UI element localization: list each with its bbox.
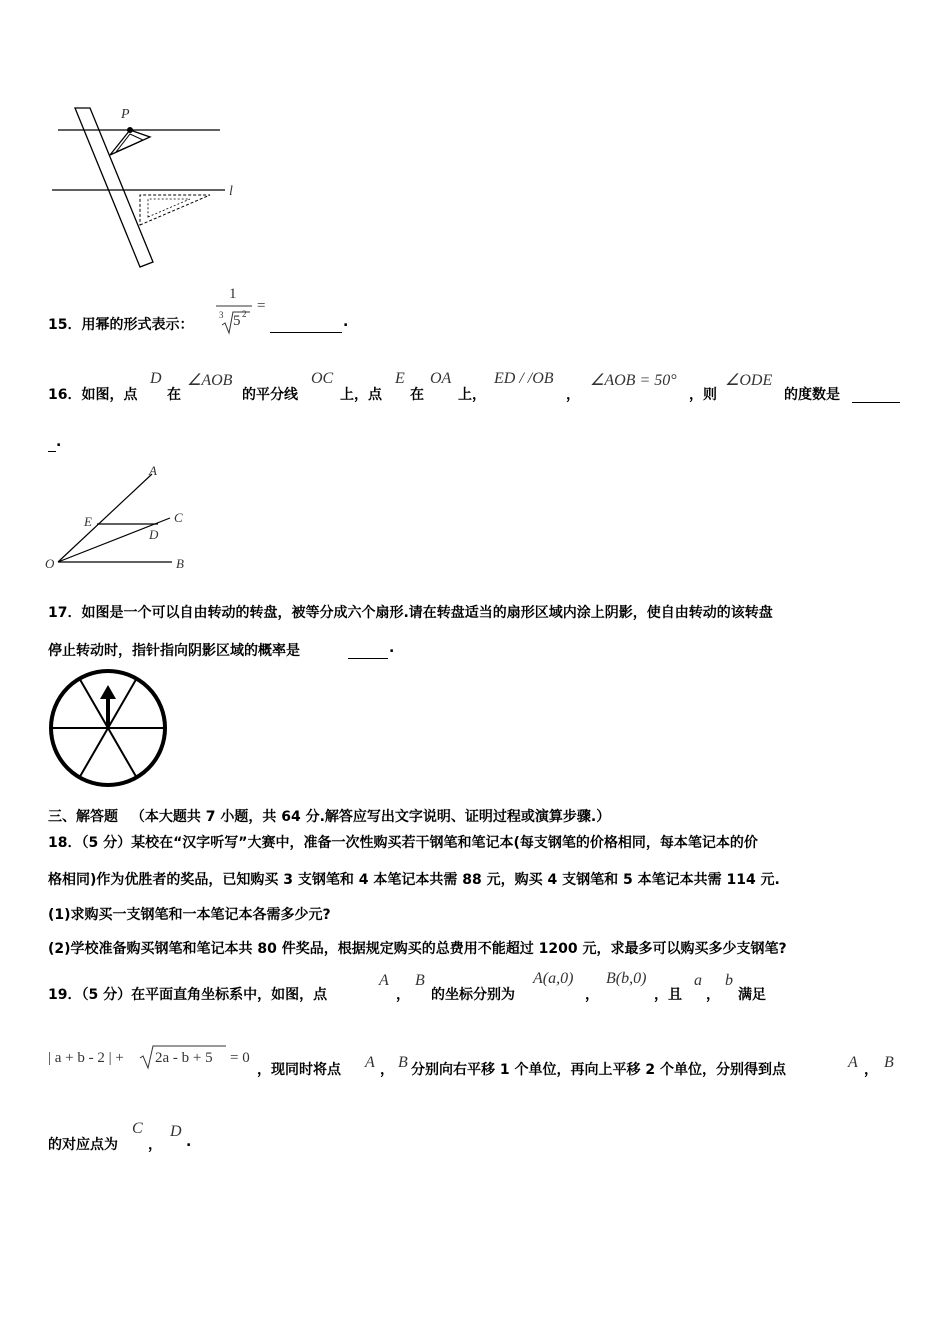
q18-sub-1: (1)求购买一支钢笔和一本笔记本各需多少元? — [48, 907, 331, 923]
q16-text-4: 上，点 — [340, 387, 382, 403]
q16-text-2: 在 — [167, 387, 181, 403]
q19-point-a-2: A — [365, 1054, 375, 1071]
q16-oa: OA — [430, 370, 452, 387]
section3-note: （本大题共 7 小题，共 64 分.解答应写出文字说明、证明过程或演算步骤.） — [130, 809, 611, 825]
ruler-triangle-figure — [40, 100, 260, 270]
q17-line-2: 停止转动时，指针指向阴影区域的概率是 — [48, 643, 300, 659]
q16-text-5: 在 — [410, 387, 424, 403]
q15-text: 15．用幂的形式表示： — [48, 317, 194, 333]
fig16-label-d: D — [149, 527, 159, 542]
q19-coord-a: A(a,0) — [533, 970, 574, 987]
section3-title: 三、解答题 — [48, 809, 118, 825]
q19-text-4: 满足 — [738, 987, 766, 1003]
q19-point-d: D — [170, 1123, 182, 1140]
q15-frac-num: 1 — [229, 286, 237, 302]
q15-equals: = — [257, 298, 266, 314]
q16-point-d: D — [150, 370, 162, 387]
q16-tail: . — [56, 434, 62, 450]
q19-point-c: C — [132, 1120, 143, 1137]
q16-angle-ode: ∠ODE — [725, 372, 773, 389]
q19-text-5: ，现同时将点 — [257, 1062, 341, 1078]
q16-angle-aob: ∠AOB — [187, 372, 233, 389]
q16-oc: OC — [311, 370, 334, 387]
spinner-wheel — [45, 667, 171, 789]
q19-eq-left: | a + b - 2 | + — [48, 1050, 124, 1066]
fig14-label-l: l — [229, 184, 233, 199]
q17-answer-blank[interactable] — [348, 644, 388, 663]
q16-comma: ， — [566, 387, 580, 403]
fig16-label-e: E — [84, 514, 92, 529]
q19-text-7: 的对应点为 — [48, 1137, 118, 1153]
q16-point-e: E — [395, 370, 405, 387]
q16-text-3: 的平分线 — [242, 387, 298, 403]
q19-text-6: 分别向右平移 1 个单位，再向上平移 2 个单位，分别得到点 — [411, 1062, 786, 1078]
q19-coord-b: B(b,0) — [606, 970, 647, 987]
q16-answer-blank-2[interactable] — [48, 437, 56, 456]
q18-sub-2: (2)学校准备购买钢笔和笔记本共 80 件奖品，根据规定购买的总费用不能超过 1200 元，求最多可以购买多少支钢笔? — [48, 941, 787, 957]
q19-point-b: B — [415, 972, 425, 989]
q15-root-base: 5 — [233, 313, 241, 329]
fig16-label-o: O — [45, 556, 55, 571]
fig16-label-a: A — [149, 463, 157, 478]
q19-text-2: 的坐标分别为 — [431, 987, 515, 1003]
q16-answer-blank-1[interactable] — [852, 388, 900, 407]
q16-text-7: ，则 — [689, 387, 717, 403]
q16-parallel: ED / /OB — [494, 370, 554, 387]
q15-answer-blank[interactable] — [270, 318, 342, 337]
q17-tail: . — [389, 640, 395, 656]
q19-point-b-2: B — [398, 1054, 408, 1071]
q16-text-1: 16．如图，点 — [48, 387, 138, 403]
fig14-label-p: P — [121, 107, 130, 122]
q19-point-a: A — [379, 972, 389, 989]
q19-point-a-3: A — [848, 1054, 858, 1071]
q16-given-angle: ∠AOB = 50° — [590, 372, 677, 389]
fig16-label-c: C — [174, 510, 183, 525]
q16-text-6: 上， — [458, 387, 486, 403]
q19-eq-right: = 0 — [230, 1050, 250, 1066]
q17-line-1: 17．如图是一个可以自由转动的转盘，被等分成六个扇形.请在转盘适当的扇形区域内涂上阴影，使自由转动的该转盘 — [48, 605, 773, 621]
q19-var-a: a — [694, 972, 702, 989]
q19-var-b: b — [725, 972, 733, 989]
q15-root-exp: 2 — [242, 309, 247, 319]
q19-text-1: 19．（5 分）在平面直角坐标系中，如图，点 — [48, 987, 328, 1003]
q19-eq-root: 2a - b + 5 — [155, 1050, 213, 1066]
q16-text-8: 的度数是 — [784, 387, 840, 403]
angle-bisector-figure — [40, 460, 210, 580]
q15-root-index: 3 — [219, 310, 224, 320]
fig16-label-b: B — [176, 556, 184, 571]
q19-text-3: ，且 — [654, 987, 682, 1003]
q19-point-b-3: B — [884, 1054, 894, 1071]
q18-line-1: 18．（5 分）某校在“汉字听写”大赛中，准备一次性购买若干钢笔和笔记本(每支钢笔的价格相同，每本笔记本的价 — [48, 835, 758, 851]
q18-line-2: 格相同)作为优胜者的奖品，已知购买 3 支钢笔和 4 本笔记本共需 88 元，购买 4 支钢笔和 5 本笔记本共需 114 元. — [48, 872, 780, 888]
